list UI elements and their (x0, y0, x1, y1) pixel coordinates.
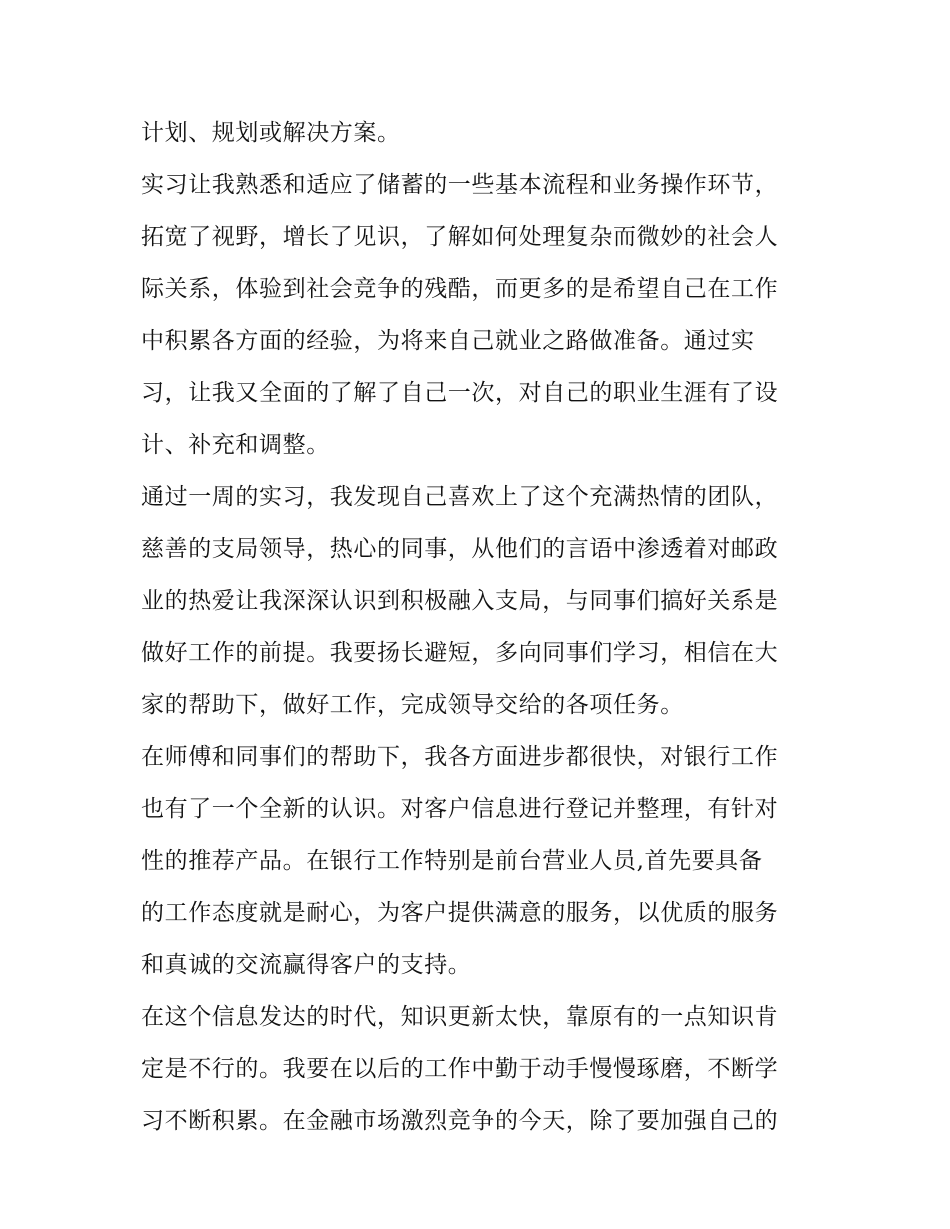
text-line: 习，让我又全面的了解了自己一次，对自己的职业生涯有了设 (141, 380, 779, 406)
text-line: 计、补充和调整。 (141, 432, 330, 458)
text-line: 计划、规划或解决方案。 (141, 120, 401, 146)
text-line: 也有了一个全新的认识。对客户信息进行登记并整理，有针对 (141, 796, 779, 822)
text-line: 中积累各方面的经验，为将来自己就业之路做准备。通过实 (141, 328, 755, 354)
text-line: 通过一周的实习，我发现自己喜欢上了这个充满热情的团队， (141, 484, 779, 510)
text-line: 做好工作的前提。我要扬长避短，多向同事们学习，相信在大 (141, 640, 779, 666)
text-line: 慈善的支局领导，热心的同事，从他们的言语中渗透着对邮政 (141, 536, 779, 562)
text-line: 定是不行的。我要在以后的工作中勤于动手慢慢琢磨，不断学 (141, 1056, 779, 1082)
text-line: 际关系，体验到社会竞争的残酷，而更多的是希望自己在工作 (141, 276, 779, 302)
document-body (141, 107, 813, 1147)
text-line: 拓宽了视野，增长了见识，了解如何处理复杂而微妙的社会人 (141, 224, 779, 250)
text-line: 在师傅和同事们的帮助下，我各方面进步都很快，对银行工作 (141, 744, 779, 770)
text-line: 性的推荐产品。在银行工作特别是前台营业人员,首先要具备 (141, 848, 763, 874)
text-line: 在这个信息发达的时代，知识更新太快，靠原有的一点知识肯 (141, 1004, 779, 1030)
text-line: 习不断积累。在金融市场激烈竞争的今天，除了要加强自己的 (141, 1108, 779, 1134)
text-line: 和真诚的交流赢得客户的支持。 (141, 952, 472, 978)
text-line: 家的帮助下，做好工作，完成领导交给的各项任务。 (141, 692, 684, 718)
text-line: 业的热爱让我深深认识到积极融入支局，与同事们搞好关系是 (141, 588, 779, 614)
text-line: 的工作态度就是耐心，为客户提供满意的服务，以优质的服务 (141, 900, 779, 926)
text-line: 实习让我熟悉和适应了储蓄的一些基本流程和业务操作环节， (141, 172, 779, 198)
